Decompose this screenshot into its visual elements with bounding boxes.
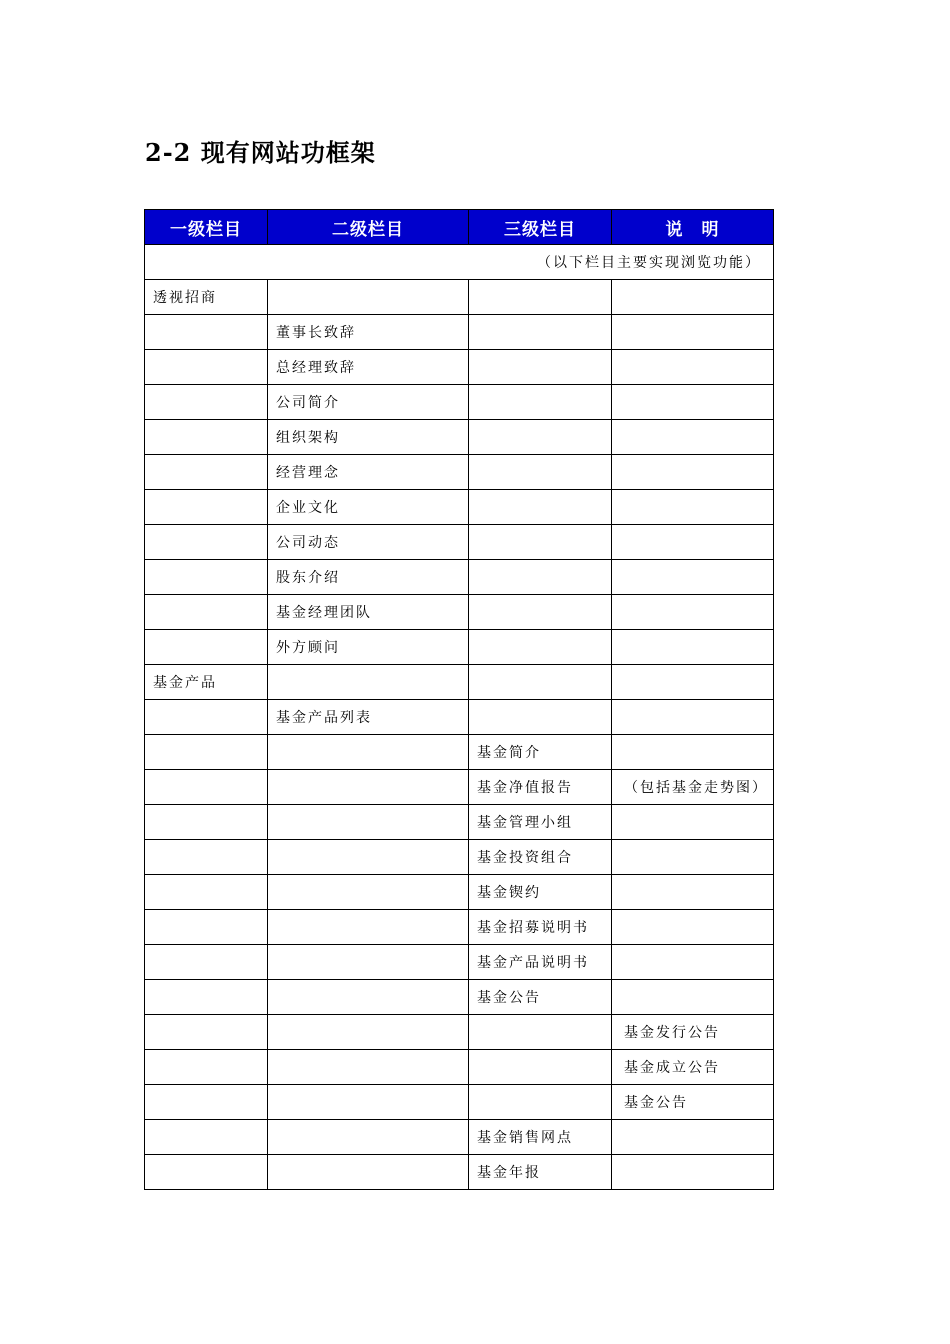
- level1-cell: [145, 980, 268, 1015]
- level1-cell: [145, 630, 268, 665]
- table-row: [145, 1050, 774, 1085]
- level2-cell: [268, 525, 469, 560]
- cell-text: 基金销售网点: [477, 1130, 573, 1146]
- level1-cell: [145, 1085, 268, 1120]
- level2-cell: [268, 1085, 469, 1120]
- level3-cell: [469, 945, 612, 980]
- header-level1: 一级栏目: [145, 210, 268, 245]
- level1-cell: [145, 560, 268, 595]
- level1-cell: [145, 315, 268, 350]
- cell-text: 企业文化: [276, 500, 340, 516]
- table-row: [145, 455, 774, 490]
- table-row: [145, 700, 774, 735]
- cell-text: 基金投资组合: [477, 850, 573, 866]
- table-row: [145, 385, 774, 420]
- description-cell: [612, 630, 774, 665]
- cell-text: 基金成立公告: [624, 1060, 720, 1076]
- description-cell: [612, 1085, 774, 1120]
- table-row: [145, 735, 774, 770]
- table-row: [145, 420, 774, 455]
- table-row: [145, 525, 774, 560]
- level2-cell: [268, 1015, 469, 1050]
- level3-cell: [469, 735, 612, 770]
- level2-cell: [268, 875, 469, 910]
- level3-cell: [469, 525, 612, 560]
- cell-text: （包括基金走势图）: [624, 780, 768, 796]
- description-cell: [612, 490, 774, 525]
- level1-cell: [145, 1120, 268, 1155]
- level3-cell: [469, 700, 612, 735]
- cell-text: 基金净值报告: [477, 780, 573, 796]
- table-row: [145, 595, 774, 630]
- level2-cell: [268, 1120, 469, 1155]
- level2-cell: [268, 805, 469, 840]
- description-cell: [612, 280, 774, 315]
- description-cell: [612, 735, 774, 770]
- level1-cell: [145, 770, 268, 805]
- cell-text: 基金产品列表: [276, 710, 372, 726]
- table-row: [145, 315, 774, 350]
- cell-text: 透视招商: [153, 290, 217, 306]
- table-row: [145, 770, 774, 805]
- description-cell: [612, 945, 774, 980]
- level2-cell: [268, 1050, 469, 1085]
- description-cell: [612, 980, 774, 1015]
- level1-cell: [145, 350, 268, 385]
- cell-text: 基金公告: [477, 990, 541, 1006]
- level1-cell: [145, 420, 268, 455]
- table-row: [145, 945, 774, 980]
- table-row: [145, 1015, 774, 1050]
- level3-cell: [469, 1085, 612, 1120]
- level2-cell: [268, 840, 469, 875]
- level3-cell: [469, 1120, 612, 1155]
- level2-cell: [268, 385, 469, 420]
- table-row: [145, 840, 774, 875]
- cell-text: 股东介绍: [276, 570, 340, 586]
- cell-text: 基金经理团队: [276, 605, 372, 621]
- description-cell: [612, 840, 774, 875]
- table-row: [145, 1155, 774, 1190]
- level1-cell: [145, 455, 268, 490]
- description-cell: [612, 455, 774, 490]
- level3-cell: [469, 595, 612, 630]
- description-cell: [612, 875, 774, 910]
- level2-cell: [268, 595, 469, 630]
- table-row: [145, 1085, 774, 1120]
- header-level3: 三级栏目: [469, 210, 612, 245]
- cell-text: 基金年报: [477, 1165, 541, 1181]
- level3-cell: [469, 665, 612, 700]
- cell-text: 基金简介: [477, 745, 541, 761]
- level1-cell: [145, 595, 268, 630]
- level1-cell: [145, 525, 268, 560]
- description-cell: [612, 385, 774, 420]
- cell-text: 基金发行公告: [624, 1025, 720, 1041]
- level2-cell: [268, 665, 469, 700]
- table-row: [145, 490, 774, 525]
- level3-cell: [469, 1050, 612, 1085]
- description-cell: [612, 560, 774, 595]
- cell-text: 组织架构: [276, 430, 340, 446]
- cell-text: 公司简介: [276, 395, 340, 411]
- level1-cell: [145, 1015, 268, 1050]
- level3-cell: [469, 910, 612, 945]
- level3-cell: [469, 420, 612, 455]
- level3-cell: [469, 840, 612, 875]
- cell-text: 外方顾问: [276, 640, 340, 656]
- header-level2: 二级栏目: [268, 210, 469, 245]
- table-row: [145, 280, 774, 315]
- description-cell: [612, 525, 774, 560]
- level2-cell: [268, 350, 469, 385]
- description-cell: [612, 1050, 774, 1085]
- cell-text: 基金管理小组: [477, 815, 573, 831]
- level2-cell: [268, 490, 469, 525]
- description-cell: [612, 770, 774, 805]
- description-cell: [612, 315, 774, 350]
- level1-cell: [145, 875, 268, 910]
- table-row: [145, 910, 774, 945]
- cell-text: 基金产品说明书: [477, 955, 589, 971]
- level2-cell: [268, 945, 469, 980]
- level3-cell: [469, 1015, 612, 1050]
- level1-cell: [145, 910, 268, 945]
- table-row: [145, 805, 774, 840]
- cell-text: 基金公告: [624, 1095, 688, 1111]
- level3-cell: [469, 455, 612, 490]
- level2-cell: [268, 1155, 469, 1190]
- description-cell: [612, 700, 774, 735]
- table-row: [145, 665, 774, 700]
- table-row: [145, 1120, 774, 1155]
- level3-cell: [469, 805, 612, 840]
- cell-text: 经营理念: [276, 465, 340, 481]
- level3-cell: [469, 560, 612, 595]
- description-cell: [612, 910, 774, 945]
- level2-cell: [268, 980, 469, 1015]
- level2-cell: [268, 700, 469, 735]
- level3-cell: [469, 350, 612, 385]
- table-row: [145, 630, 774, 665]
- description-cell: [612, 420, 774, 455]
- level3-cell: [469, 980, 612, 1015]
- level3-cell: [469, 770, 612, 805]
- level1-cell: [145, 735, 268, 770]
- browse-note: （以下栏目主要实现浏览功能）: [145, 245, 774, 280]
- level3-cell: [469, 315, 612, 350]
- level3-cell: [469, 630, 612, 665]
- level3-cell: [469, 1155, 612, 1190]
- description-cell: [612, 1120, 774, 1155]
- level2-cell: [268, 630, 469, 665]
- table-row: [145, 560, 774, 595]
- level3-cell: [469, 490, 612, 525]
- level1-cell: [145, 385, 268, 420]
- description-cell: [612, 350, 774, 385]
- level3-cell: [469, 875, 612, 910]
- table-header-row: [145, 210, 774, 245]
- description-cell: [612, 805, 774, 840]
- level1-cell: [145, 665, 268, 700]
- level1-cell: [145, 840, 268, 875]
- description-cell: [612, 1155, 774, 1190]
- level3-cell: [469, 385, 612, 420]
- level2-cell: [268, 315, 469, 350]
- description-cell: [612, 1015, 774, 1050]
- level2-cell: [268, 420, 469, 455]
- description-cell: [612, 595, 774, 630]
- level1-cell: [145, 1050, 268, 1085]
- table-row: [145, 980, 774, 1015]
- level2-cell: [268, 455, 469, 490]
- cell-text: 基金招募说明书: [477, 920, 589, 936]
- level1-cell: [145, 490, 268, 525]
- page-title: 2-2 现有网站功框架: [145, 138, 376, 167]
- cell-text: 公司动态: [276, 535, 340, 551]
- note-row: [145, 245, 774, 280]
- level2-cell: [268, 910, 469, 945]
- header-description: 说 明: [612, 210, 774, 245]
- cell-text: 总经理致辞: [276, 360, 356, 376]
- level2-cell: [268, 735, 469, 770]
- level1-cell: [145, 1155, 268, 1190]
- cell-text: 基金产品: [153, 675, 217, 691]
- level2-cell: [268, 770, 469, 805]
- level1-cell: [145, 280, 268, 315]
- description-cell: [612, 665, 774, 700]
- level3-cell: [469, 280, 612, 315]
- level1-cell: [145, 805, 268, 840]
- cell-text: 基金锲约: [477, 885, 541, 901]
- level2-cell: [268, 560, 469, 595]
- level1-cell: [145, 700, 268, 735]
- table-row: [145, 875, 774, 910]
- site-framework-table: [144, 209, 774, 1190]
- cell-text: 董事长致辞: [276, 325, 356, 341]
- level2-cell: [268, 280, 469, 315]
- table-row: [145, 350, 774, 385]
- level1-cell: [145, 945, 268, 980]
